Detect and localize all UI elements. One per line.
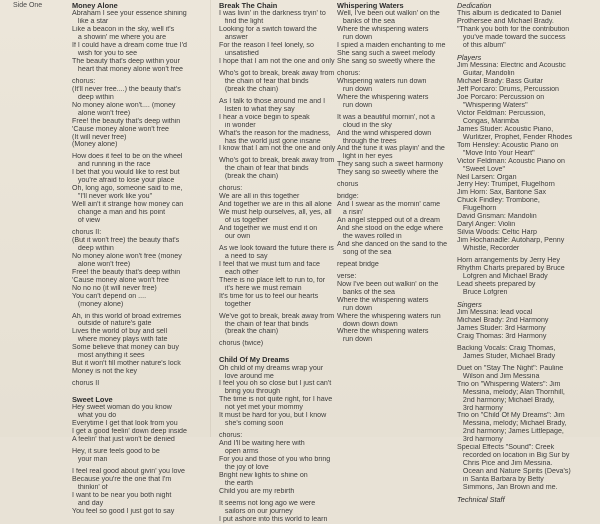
text-line: The time is not quite right, for I have (219, 396, 333, 404)
text-line: They sang so sweetly where the (337, 169, 439, 177)
text-line: You can't depend on .... (72, 292, 147, 300)
text-line: 'Cause money alone won't free (72, 125, 169, 133)
text-line: your man (72, 456, 108, 464)
text-line: sailors on our journey (219, 507, 293, 515)
text-line: No money alone won't free (money (72, 252, 182, 260)
text-line: each other (219, 268, 259, 276)
text-line: This album is dedicated to Daniel (457, 10, 562, 18)
text-line: Money is not the key (72, 368, 138, 376)
text-line: Oh child of my dreams wrap your (219, 364, 324, 372)
text-line: Where the whispering waters run (337, 312, 441, 320)
text-line: "Move Into Your Heart" (457, 149, 535, 157)
text-line: Messina, melody; Alan Thornhill, (457, 388, 565, 396)
text-line: (It will never free) (72, 133, 127, 141)
text-line: I put ashore into this world to learn (219, 515, 328, 523)
text-line: in Santa Barbara by Betty (457, 476, 544, 484)
text-line: deep within (72, 244, 114, 252)
text-line: I feel that we must turn and face (219, 260, 320, 268)
text-line: The beauty that's deep within your (72, 57, 180, 65)
text-line: song of the sea (337, 248, 392, 256)
text-line: We've got to break, break away from (219, 312, 335, 320)
text-line: Ah, in this world of broad extremes (72, 312, 182, 320)
text-line: I hear a voice begin to speak (219, 113, 310, 121)
text-line: not yet met your mommy (219, 404, 303, 412)
text-line: And I swear as the mornin' came (337, 201, 441, 209)
text-line: through the trees (337, 137, 397, 145)
text-line: For the reason I feel lonely, so (219, 42, 314, 50)
text-line: "Sweet Love" (457, 165, 506, 173)
text-line: Free! the beauty that's deep within (72, 268, 181, 276)
text-line: chorus II (72, 380, 100, 388)
text-line: She sang such a sweet melody (337, 49, 436, 57)
text-line: David Grisman: Mandolin (457, 213, 537, 221)
text-line: Well ain't it strange how money can (72, 201, 184, 209)
text-line: in wonder (219, 121, 256, 129)
text-line: We are all in this together (219, 193, 300, 201)
text-line: light in her eyes (337, 153, 393, 161)
text-line: (break the chain) (219, 173, 279, 181)
text-line: love around me (219, 372, 274, 380)
text-line: Rhythm Charts prepared by Bruce (457, 265, 565, 272)
text-line: An angel stepped out of a dream (337, 217, 440, 225)
text-line: run down (337, 336, 373, 344)
text-line: the earth (219, 479, 253, 487)
text-line: 2nd harmony; Michael Brady, (457, 396, 555, 404)
text-line: Daryl Anger: Violin (457, 221, 516, 229)
text-line: Whispering waters run down (337, 77, 427, 85)
text-line: Special Effects "Sound": Creek (457, 444, 555, 452)
text-line: Now I've been out walkin' on the (337, 280, 439, 288)
text-line: You feel so good I just got to say (72, 507, 175, 515)
text-line: Jim Hochanadle: Autoharp, Penny (457, 237, 565, 245)
text-line: James Studer: 3rd Harmony (457, 324, 546, 332)
text-line: Wurlitzer, Prophet, Fender Rhodes (457, 133, 572, 141)
text-line: "Thank you both for the contribution (457, 26, 570, 34)
text-line: a need to say (219, 252, 268, 260)
text-line: a showin' me where you are (72, 34, 167, 42)
text-line: Jim Horn: Sax, Baritone Sax (457, 189, 547, 197)
column-1 (72, 2, 192, 516)
text-line: chorus (twice) (219, 340, 264, 348)
text-line: Hey sweet woman do you know (72, 404, 172, 412)
text-line: alone won't free) (72, 260, 131, 268)
text-line: Flugelhorn (457, 205, 497, 213)
text-line: No no no (it will never free) (72, 284, 157, 292)
text-line: Where the whispering waters (337, 296, 429, 304)
text-line: unsatisfied (219, 49, 259, 57)
text-line: As I talk to those around me and I (219, 97, 326, 105)
text-line: Bruce Lofgren (457, 288, 508, 296)
side-label: Side One (13, 2, 43, 9)
text-line: cloud in the sky (337, 121, 392, 129)
text-line: 'Cause money alone won't free (72, 276, 169, 284)
text-line: 2nd harmony; James Littlepage, (457, 428, 564, 436)
text-line: find the light (219, 18, 264, 26)
text-line: the joy of love (219, 464, 269, 472)
text-line: Prothersee and Michael Brady. (457, 18, 554, 26)
text-line: And the tune it was playin' and the (337, 145, 445, 153)
text-line: it's here we must remain (219, 284, 302, 292)
column-2 (219, 2, 337, 524)
text-line: Victor Feldman: Acoustic Piano on (457, 157, 565, 165)
text-line: Trio on "Child Of My Dreams": Jim (457, 412, 565, 420)
text-line: (break the chain) (219, 85, 279, 93)
text-line: Jeff Porcaro: Drums, Percussion (457, 86, 559, 94)
text-line: (But it won't free) the beauty that's (72, 236, 180, 244)
text-line: Lofgren and Michael Brady (457, 272, 548, 280)
text-line: chorus: (337, 69, 361, 77)
text-line: Jerry Hey: Trumpet, Flugelhorn (457, 181, 555, 189)
text-line: chorus: (72, 77, 96, 85)
text-line: But it won't fill mother nature's lock (72, 360, 181, 368)
text-line: I feel real good about givin' you love (72, 467, 185, 475)
text-line: I spied a maiden enchanting to me (337, 42, 446, 50)
text-line: the chain of fear that binds (219, 320, 309, 328)
text-line: I bet that you would like to rest but (72, 169, 180, 177)
text-line: It must be hard for you, but I know (219, 412, 327, 420)
text-line: run down (337, 304, 373, 312)
text-line: What's the reason for the madness, (219, 129, 331, 137)
text-line: Michael Brady: Bass Guitar (457, 78, 543, 86)
text-line: And together we must end it on (219, 225, 318, 233)
text-line: 3rd harmony (457, 404, 503, 412)
text-line: Silvia Woods: Celtic Harp (457, 229, 537, 237)
text-line: Chuck Findley: Trombone, (457, 197, 540, 205)
text-line: chorus II: (72, 228, 102, 236)
text-line: Some believe that money can buy (72, 344, 179, 352)
text-line: We must help ourselves, all, yes, all (219, 209, 332, 217)
text-line: down down down (337, 320, 398, 328)
text-line: Who's got to break, break away from (219, 69, 335, 77)
text-line: They sang such a sweet harmony (337, 161, 444, 169)
text-line: "Whispering Waters" (457, 101, 528, 109)
text-line: Craig Thomas: 3rd Harmony (457, 332, 547, 340)
text-line: and day (72, 499, 104, 507)
section-heading: Dedication (457, 1, 492, 10)
text-line: Free! the beauty that's deep within (72, 117, 181, 125)
text-line: of view (72, 217, 100, 225)
text-line: For you and those of you who bring (219, 456, 331, 464)
text-line: of this album" (457, 42, 506, 50)
column-4 (457, 2, 598, 504)
text-line: you've made toward the success (457, 34, 566, 42)
text-line: Michael Brady: 2nd Harmony (457, 316, 549, 324)
text-line: outside of nature's gate (72, 320, 152, 328)
text-line: Victor Feldman: Percussion, (457, 109, 546, 117)
text-line: Congas, Marimba (457, 117, 519, 125)
text-line: Bright new lights to shine on (219, 471, 308, 479)
section-heading: Singers (457, 299, 482, 309)
text-line: change a man and his point (72, 209, 166, 217)
text-line: Because you're the one that I'm (72, 475, 172, 483)
text-line: I want to be near you both night (72, 491, 172, 499)
text-line: (break the chain) (219, 328, 279, 336)
text-line: wish for you to see (72, 49, 138, 57)
text-line: How does it feel to be on the wheel (72, 153, 183, 161)
text-line: James Studer: Acoustic Piano, (457, 125, 554, 133)
text-line: Hey, it sure feels good to be (72, 448, 160, 456)
text-line: Like a beacon in the sky, well it's (72, 26, 175, 34)
text-line: Wilson and Jim Messina (457, 372, 540, 380)
text-line: deep within (72, 93, 114, 101)
text-line: bring you through (219, 388, 281, 396)
text-line: Whistle, Recorder (457, 245, 520, 253)
section-heading: Whispering Waters (337, 1, 404, 10)
text-line: And she stood on the edge where (337, 225, 444, 233)
text-line: Everytime I get that look from you (72, 420, 178, 428)
column-divider (210, 0, 211, 437)
text-line: Duet on "Stay The Night": Pauline (457, 364, 564, 372)
text-line: If I could have a dream come true I'd (72, 42, 187, 50)
text-line: Who's got to break, break away from (219, 157, 335, 165)
text-line: Trio on "Whispering Waters": Jim (457, 380, 561, 388)
text-line: It's time for us to feel our hearts (219, 292, 319, 300)
text-line: open arms (219, 448, 259, 456)
text-line: like a star (72, 18, 109, 26)
text-line: recorded on location in Big Sur by (457, 452, 570, 460)
text-line: (money alone) (72, 300, 124, 308)
text-line: Simmons, Jan Brown and me. (457, 484, 558, 492)
text-line: the chain of fear that binds (219, 165, 309, 173)
text-line: And I'll be waiting here with (219, 440, 305, 448)
text-line: banks of the sea (337, 18, 395, 26)
text-line: run down (337, 34, 373, 42)
text-line: No money alone won't.... (money (72, 101, 176, 109)
text-line: run down (337, 101, 373, 109)
text-line: listen to what they say (219, 105, 295, 113)
text-line: heart that money alone won't free (72, 65, 183, 73)
text-line: Where the whispering waters (337, 93, 429, 101)
text-line: banks of the sea (337, 288, 395, 296)
text-line: I feel you oh so close but I just can't (219, 380, 332, 388)
text-line: Oh, long ago, someone said to me, (72, 185, 183, 193)
text-line: Jim Messina: lead vocal (457, 309, 533, 317)
text-line: answer (219, 34, 248, 42)
text-line: I know that I am not the one and only (219, 145, 336, 153)
text-line: Joe Porcaro: Percussion on (457, 93, 545, 101)
text-line: It seems not long ago we were (219, 499, 316, 507)
text-line: Guitar, Mandolin (457, 70, 515, 78)
column-3 (337, 2, 455, 344)
text-line: Lives the world of buy and sell (72, 328, 168, 336)
section-heading: Child Of My Dreams (219, 355, 290, 365)
text-line: Chris Pice and Jim Messina. (457, 460, 553, 468)
text-line: Horn arrangements by Jerry Hey (457, 257, 560, 265)
text-line: Child you are my rebirth (219, 487, 295, 495)
section-heading: Money Alone (72, 1, 118, 10)
text-line: repeat bridge (337, 260, 379, 268)
text-line: Backing Vocals: Craig Thomas, (457, 344, 556, 352)
text-line: I was livin' in the darkness tryin' to (219, 10, 326, 18)
text-line: And she danced on the sand to the (337, 240, 448, 248)
text-line: Jim Messina: Electric and Acoustic (457, 62, 566, 70)
text-line: It was a beautiful mornin', not a (337, 113, 435, 121)
text-line: (It'll never free....) the beauty that's (72, 85, 181, 93)
text-line: Messina, melody; Michael Brady, (457, 420, 567, 428)
text-line: together (219, 300, 251, 308)
text-line: a risin' (337, 209, 364, 217)
text-line: most anything it sees (72, 352, 145, 360)
text-line: where money plays with fate (72, 336, 168, 344)
section-heading: Sweet Love (72, 395, 113, 405)
text-line: she's coming soon (219, 420, 284, 428)
text-line: chorus: (219, 432, 243, 440)
section-heading: Technical Staff (457, 494, 505, 504)
text-line: And the wind whispered down (337, 129, 432, 137)
text-line: (Money alone) (72, 141, 118, 149)
text-line: 3rd harmony (457, 436, 503, 444)
text-line: alone won't free) (72, 109, 131, 117)
text-line: There is no place left to run to, for (219, 276, 326, 284)
text-line: As we look toward the future there is (219, 244, 334, 252)
text-line: run down (337, 85, 373, 93)
text-line: I get a good feelin' down deep inside (72, 428, 187, 436)
text-line: thinkin' of (72, 483, 108, 491)
text-line: She sang so sweetly where the (337, 57, 436, 65)
text-line: James Studer, Michael Brady (457, 352, 556, 360)
text-line: Lead sheets prepared by (457, 280, 536, 288)
text-line: Tom Hensley: Acoustic Piano on (457, 141, 559, 149)
text-line: I hope that I am not the one and only (219, 57, 335, 65)
text-line: the chain of fear that binds (219, 77, 309, 85)
text-line: Ocean and Nature Spirits (Deva's) (457, 468, 571, 476)
text-line: "I'll never work like you" (72, 193, 153, 201)
section-heading: Break The Chain (219, 1, 278, 10)
text-line: Looking for a switch toward the (219, 26, 317, 34)
text-line: A feelin' that just won't be denied (72, 436, 175, 444)
text-line: chorus: (219, 185, 243, 193)
text-line: what you do (72, 412, 117, 420)
text-line: Abraham I see your essence shining (72, 10, 187, 18)
text-line: the waves rolled in (337, 232, 402, 240)
text-line: of us together (219, 217, 269, 225)
text-line: Where the whispering waters (337, 26, 429, 34)
text-line: bridge: (337, 193, 359, 201)
text-line: and running in the race (72, 161, 151, 169)
text-line: And together we are in this all alone (219, 201, 332, 209)
text-line: has the world just gone insane (219, 137, 321, 145)
text-line: our own (219, 232, 251, 240)
text-line: Where the whispering waters (337, 328, 429, 336)
text-line: chorus (337, 181, 359, 189)
text-line: Neil Larsen: Organ (457, 173, 517, 181)
text-line: Well, I've been out walkin' on the (337, 10, 440, 18)
text-line: verse: (337, 272, 357, 280)
section-heading: Players (457, 52, 482, 62)
text-line: you're afraid to lose your place (72, 177, 175, 185)
